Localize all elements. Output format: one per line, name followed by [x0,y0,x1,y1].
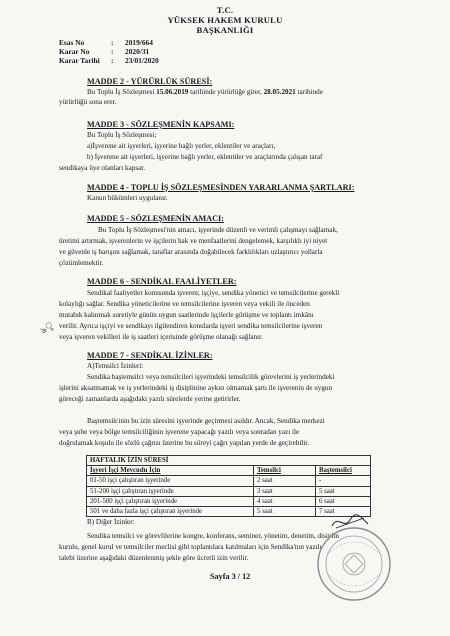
article-3-heading [87,120,234,129]
text: tarihinde [295,88,323,96]
header-tc: T.C. [216,5,234,15]
table-row [87,486,371,496]
meta-row-esas [59,38,159,47]
table-cell: 2 saat [254,476,316,486]
page-number: Sayfa 3 / 12 [210,572,251,581]
end-date: 28.05.2021 [263,88,296,96]
header-court: YÜKSEK HAKEM KURULU [167,15,283,25]
article-3-line-4: sendikaya üye olanları kapsar. [59,164,146,172]
article-6-line-1: Sendikal faaliyetler konusunda işveren; işçiye, sendika yönetici ve temsilcilerine gerekli [87,289,340,297]
margin-handwritten-mark: ঌৢ [38,318,56,336]
table-cell: - [316,476,371,486]
article-2-line-1 [87,88,323,98]
article-4-line-1: Kanun hükümleri uygulanır. [87,194,168,202]
table-cell: 3 saat [254,486,316,496]
table-cell: 201-500 işçi çalıştıran işyerinde [87,496,254,506]
article-2-heading [87,77,212,86]
meta-value: 23/01/2020 [125,56,159,66]
official-seal-icon [315,525,393,603]
article-3-heading-text: MADDE 3 - SÖZLEŞMENİN KAPSAMI: [87,120,235,129]
case-meta [59,38,159,66]
article-7-subheading-a: A)Temsilci İzinleri: [87,362,144,370]
table-cell: 501 ve daha fazla işçi çalıştıran işyerinde [87,506,254,516]
meta-row-karar [59,47,159,56]
table-cell: 5 saat [316,486,371,496]
article-7-p3-line-3: talebi üzerine aşağıdaki düzenlenmiş şekle göre ücretli izin verilir. [59,554,249,562]
meta-key: Esas No [59,38,85,47]
article-3-line-1: Bu Toplu İş Sözleşmesi; [87,131,157,139]
meta-row-tarih [59,56,159,65]
article-5-heading-text: MADDE 5 - SÖZLEŞMENİN AMACI: [87,214,224,223]
meta-colon: : [111,47,114,57]
table-title: HAFTALIK İZİN SÜRESİ [87,456,371,466]
article-4-heading-text: MADDE 4 - TOPLU İŞ SÖZLEŞMESİNDEN YARARLANMA ŞARTLARI: [87,183,355,192]
meta-colon: : [111,38,114,47]
table-title-row [87,456,371,466]
leave-table [86,455,371,517]
article-6-line-4: verilir. Ayrıca işçiyi ve sendikayı ilgilendiren konularda işyeri sendika temsilcilerine işveren [59,322,323,330]
article-7-p2-line-2: veya şube veya bölge temsilciliğinin işverene yapacağı yazılı veya sonradan yazı ile [59,428,300,436]
meta-value: 2020/31 [125,47,150,57]
table-header-row [87,466,371,476]
article-5-line-2: üretimi artırmak, işverenlerin ve işçilerin hak ve menfaatlerini dengelemek, karşılıklı iyi niyet [59,237,328,245]
article-7-heading [87,351,213,360]
table-header: Temsilci [254,466,316,476]
meta-key: Karar No [59,47,90,57]
table-cell: 51-200 işçi çalıştıran işyerinde [87,486,254,496]
article-6-line-2: kolaylığı sağlar. Sendika yöneticilerine ve temsilcilerine işveren veya vekili ile önceden [59,300,310,308]
table-row [87,476,371,486]
article-7-p1-line-2: işlerini aksatmamak ve iş yerlerindeki iş disiplinine aykırı olmamak şartı ile işverenin de uygun [59,384,333,392]
article-3-line-2: a)İşverene ait işyerleri, işyerine bağlı yerler, eklentiler ve araçları, [87,142,276,150]
article-7-heading-text: MADDE 7 - SENDİKAL İZİNLER: [87,351,213,360]
start-date: 15.06.2019 [156,88,189,96]
table-cell: 4 saat [254,496,316,506]
table-cell: 5 saat [254,506,316,516]
article-7-p3-line-1: Sendika temsilci ve görevlilerine kongre, konferans, seminer, yönetim, denetim, disiplin [87,532,339,540]
meta-colon: : [111,56,114,66]
text: tarihinde yürürlüğe girer, [188,88,264,96]
table-cell: 01-50 işçi çalıştıran işyerinde [87,476,254,486]
article-6-heading-text: MADDE 6 - SENDİKAL FAALİYETLER: [87,277,237,286]
article-5-line-1: Bu Toplu İş Sözleşmesi'nin amacı, işyerinde düzenli ve verimli çalışmayı sağlamak, [98,226,338,234]
article-7-p1-line-1: Sendika baştemsilci veya temsilcileri işyerindeki temsilcilik görevlerini iş yerlerindeki [87,373,335,381]
article-4-heading [87,183,354,192]
table-header: İşyeri İşçi Mevcudu İçin [87,466,254,476]
article-2-heading-text: MADDE 2 - YÜRÜRLÜK SÜRESİ: [87,77,213,86]
article-3-line-3: b) İşverene ait işyerleri, işyerine bağlı yerler, eklentiler ve araçlarında çalışan taraf [87,153,323,161]
article-5-line-3: ve güvenle iş barışını sağlamak, taraflar arasında doğabilecek farklılıkları uzlaştırıcı yollarla [59,248,323,256]
article-7-subheading-b: B) Diğer İzinler: [87,518,135,526]
article-7-p2-line-3: doğrulamak koşulu ile sözlü çağrısı üzerine bu süreyi çağrı yapılan yerde de geçirebilir. [59,439,310,447]
article-6-line-3: mutabık kalınmak suretiyle günün uygun saatlerinde işçilerle görüşme ve toplantı imkânı [59,311,314,319]
table-header: Baştemsilci [316,466,371,476]
article-6-heading [87,277,237,286]
header-presidency: BAŞKANLIĞI [196,25,254,35]
article-5-line-4: çözümlemektir. [59,259,104,267]
article-7-p1-line-3: göreceği zamanlarda aşağıdaki yazılı sürelerde yerine getirirler. [59,395,241,403]
article-7-p2-line-1: Baştemsilcinin bu izin süresini işyerinde geçirmesi asıldır. Ancak, Sendika merkezi [87,417,325,425]
table-cell: 6 saat [316,496,371,506]
article-6-line-5: veya işveren vekilleri ile iş saatleri içerisinde görüşme olanağı sağlanır. [59,333,263,341]
article-2-line-2: yürürlüğü sona erer. [59,98,117,106]
table-row [87,496,371,506]
article-5-heading [87,214,224,223]
meta-value: 2019/664 [125,38,153,47]
table-cell: 7 saat [316,506,371,516]
text: Bu Toplu İş Sözleşmesi [87,88,157,96]
article-7-p3-line-2: kurulu, genel kurul ve temsilciler meclisi gibi toplantılara katılmaları için Sendika'nın yazılı [59,543,322,551]
meta-key: Karar Tarihi [59,56,100,66]
table-row [87,506,371,516]
